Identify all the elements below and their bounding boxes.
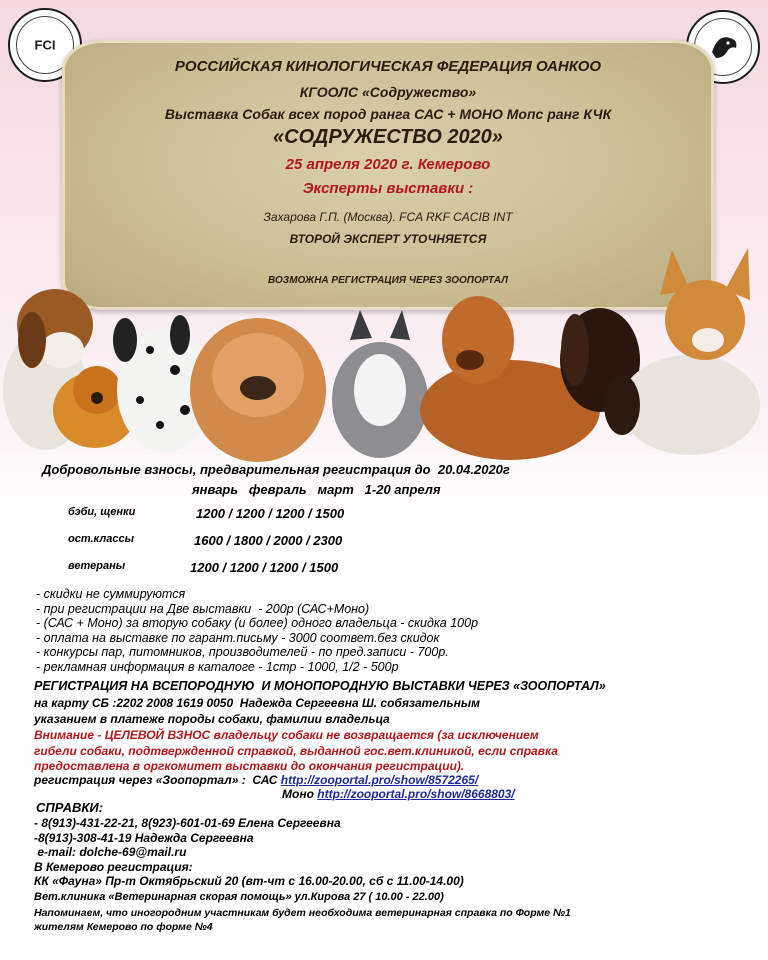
- reminder-line: жителям Кемерово по форме №4: [34, 921, 213, 933]
- zooportal-cac-label: регистрация через «Зоопортал» : САС: [34, 773, 281, 787]
- note-item: - оплата на выставке по гарант.письму - 3000 соответ.без скидок: [36, 630, 440, 645]
- note-item: - при регистрации на Две выставки - 200р (САС+Моно): [36, 601, 370, 616]
- show-title: «СОДРУЖЕСТВО 2020»: [273, 126, 503, 148]
- registration-place: КК «Фауна» Пр-т Октябрьский 20 (вт-чт с 16.00-20.00, сб с 11.00-14.00): [34, 874, 464, 888]
- fee-row-values: 1200 / 1200 / 1200 / 1500: [190, 560, 339, 575]
- registration-title: РЕГИСТРАЦИЯ НА ВСЕПОРОДНУЮ И МОНОПОРОДНУЮ ВЫСТАВКИ ЧЕРЕЗ «ЗООПОРТАЛ»: [34, 679, 606, 693]
- warning-line: предоставлена в оргкомитет выставки до окончания регистрации).: [34, 759, 465, 773]
- registration-place: Вет.клиника «Ветеринарная скорая помощь» ул.Кирова 27 ( 10.00 - 22.00): [34, 891, 444, 903]
- contact-email[interactable]: e-mail: dolche-69@mail.ru: [34, 845, 187, 859]
- registration-note: ВОЗМОЖНА РЕГИСТРАЦИЯ ЧЕРЕЗ ЗООПОРТАЛ: [268, 275, 508, 286]
- zooportal-mono-link[interactable]: http://zooportal.pro/show/8668803/: [317, 787, 515, 801]
- experts-title: Эксперты выставки :: [302, 180, 474, 197]
- expert-1: Захарова Г.П. (Москва). FCA RKF CACIB INT: [263, 210, 513, 224]
- club-name: КГООЛС «Содружество»: [299, 84, 477, 100]
- zooportal-cac-link[interactable]: http://zooportal.pro/show/8572265/: [280, 773, 479, 787]
- fees-intro: Добровольные взносы, предварительная регистрация до 20.04.2020г: [42, 462, 510, 477]
- note-item: - (САС + Моно) за вторую собаку (и более) одного владельца - скидка 100р: [36, 616, 479, 630]
- payment-note: указанием в платеже породы собаки, фамилии владельца: [34, 712, 390, 726]
- card-details: на карту СБ :2202 2008 1619 0050 Надежда Сергеевна Ш. собязательным: [34, 696, 480, 710]
- notes-list: [36, 587, 768, 674]
- contact-phone: -8(913)-308-41-19 Надежда Сергеевна: [34, 831, 254, 845]
- kemerovo-title: В Кемерово регистрация:: [34, 860, 193, 874]
- reminder-line: Напоминаем, что иногородним участникам будет необходима ветеринарная справка по Форме №1: [34, 907, 571, 919]
- contacts-title: СПРАВКИ:: [36, 800, 104, 815]
- zooportal-mono: [282, 787, 768, 801]
- fee-row-label: ост.классы: [68, 533, 134, 545]
- show-date: 25 апреля 2020 г. Кемерово: [285, 156, 491, 173]
- federation-name: РОССИЙСКАЯ КИНОЛОГИЧЕСКАЯ ФЕДЕРАЦИЯ ОАНКОО: [174, 58, 602, 75]
- fci-logo-text: FCI: [34, 37, 56, 53]
- zooportal-mono-label: Моно: [282, 787, 318, 801]
- show-description: Выставка Собак всех пород ранга САС + МОНО Мопс ранг КЧК: [164, 106, 612, 122]
- zooportal-cac: [34, 773, 768, 787]
- fee-row-label: бэби, щенки: [68, 506, 136, 518]
- expert-2: ВТОРОЙ ЭКСПЕРТ УТОЧНЯЕТСЯ: [289, 232, 487, 246]
- fee-row-values: 1200 / 1200 / 1200 / 1500: [196, 506, 345, 521]
- husky-icon: [332, 310, 428, 458]
- dogs-illustration: [0, 240, 768, 465]
- contact-phone: - 8(913)-431-22-21, 8(923)-601-01-69 Елена Сергеевна: [34, 816, 341, 830]
- warning-line: Внимание - ЦЕЛЕВОЙ ВЗНОС владельцу собаки не возвращается (за исключением: [34, 728, 539, 742]
- fees-columns: январь февраль март 1-20 апреля: [192, 482, 441, 497]
- note-item: - рекламная информация в каталоге - 1стр - 1000, 1/2 - 500р: [36, 659, 399, 674]
- fee-row-values: 1600 / 1800 / 2000 / 2300: [194, 533, 343, 548]
- warning-line: гибели собаки, подтвержденной справкой, выданной гос.вет.клиникой, если справка: [34, 744, 558, 758]
- note-item: - скидки не суммируются: [36, 587, 186, 601]
- chow-chow-icon: [190, 318, 326, 462]
- fee-row-label: ветераны: [68, 560, 126, 572]
- note-item: - конкурсы пар, питомников, производителей - по пред.записи - 700р.: [36, 645, 449, 659]
